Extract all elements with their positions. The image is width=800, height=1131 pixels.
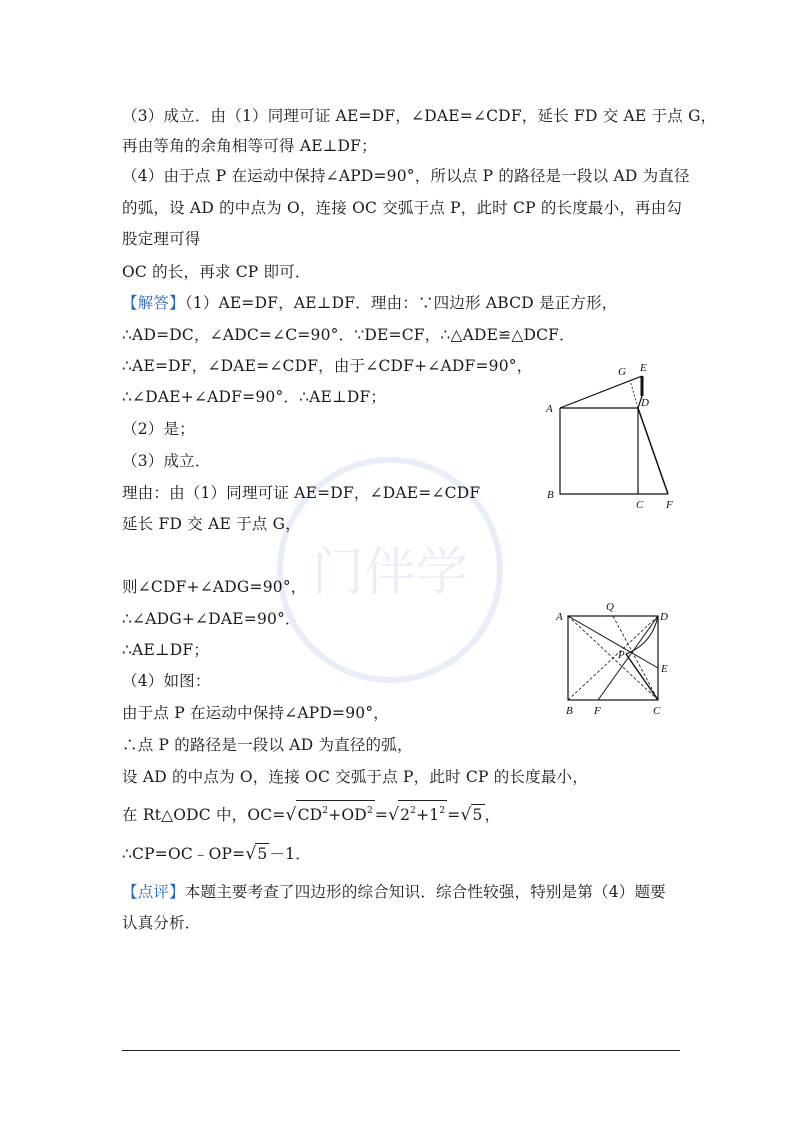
text-line: 则∠CDF+∠ADG=90°， [122, 578, 307, 596]
point-label: E [640, 362, 647, 374]
text-line: 认真分析． [122, 914, 201, 932]
text-line: 股定理可得 [122, 230, 201, 248]
sqrt-symbol: √ [388, 805, 400, 825]
exponent: 2 [366, 806, 373, 816]
square-outline [560, 408, 638, 494]
text-line: 再由等角的余角相等可得 AE⊥DF； [122, 137, 377, 155]
text-line: 由于点 P 在运动中保持∠APD=90°， [122, 704, 389, 722]
text-span: （1）AE=DF，AE⊥DF．理由：∵四边形 ABCD 是正方形， [184, 294, 618, 312]
footer-rule [122, 1050, 680, 1051]
exponent: 2 [322, 806, 329, 816]
formula-oc-line [122, 800, 500, 825]
equals: = [374, 806, 389, 824]
segment-ae [560, 376, 642, 408]
exponent: 2 [439, 806, 446, 816]
point-label: C [653, 705, 661, 717]
text-span: 在 Rt△ODC 中，OC= [122, 806, 286, 824]
sqrt-radicand [296, 800, 375, 825]
sqrt-radicand: 5 [472, 806, 483, 824]
answer-heading-line [122, 293, 617, 313]
segment-df [638, 408, 668, 494]
text-line: ∴AE⊥DF； [122, 641, 210, 659]
formula-cp-line [122, 843, 311, 864]
point-label: D [660, 611, 668, 623]
figure-square-abcd-2 [548, 598, 676, 720]
segment-pc [626, 654, 658, 700]
answer-tag: 【解答】 [122, 294, 185, 312]
sqrt-symbol: √ [245, 844, 257, 864]
text-line: 的弧，设 AD 的中点为 O，连接 OC 交弧于点 P，此时 CP 的长度最小，再由勾 [122, 199, 683, 217]
sqrt-symbol: √ [285, 805, 297, 825]
point-label: G [618, 366, 626, 378]
point-label: D [641, 397, 649, 409]
text-line: 设 AD 的中点为 O，连接 OC 交弧于点 P，此时 CP 的长度最小， [122, 768, 588, 786]
text-line: （2）是； [122, 420, 195, 438]
watermark-text: 门伴学 [311, 543, 469, 603]
watermark-logo [270, 440, 510, 700]
text-span: ∴CP=OC﹣OP= [122, 845, 246, 863]
point-label: A [556, 611, 563, 623]
arc-path [626, 616, 658, 654]
term: 2 [400, 806, 411, 824]
text-span: －1． [269, 845, 311, 863]
exponent: 2 [410, 806, 417, 816]
point-label: B [547, 489, 554, 501]
point-label: F [594, 705, 601, 717]
text-span: ， [484, 806, 501, 824]
text-line: ∴∠DAE+∠ADF=90°．∴AE⊥DF； [122, 388, 387, 406]
text-span: 本题主要考查了四边形的综合知识．综合性较强，特别是第（4）题要 [184, 883, 666, 901]
text-line: ∴∠ADG+∠DAE=90°． [122, 610, 301, 628]
point-label: C [636, 499, 644, 511]
point-label: E [661, 663, 668, 675]
point-label: A [546, 403, 553, 415]
text-line: 延长 FD 交 AE 于点 G， [122, 515, 301, 533]
term: +OD [328, 806, 367, 824]
term: CD [297, 806, 323, 824]
diagonal-bd [568, 616, 658, 700]
sqrt-radicand: 5 [257, 845, 268, 863]
text-line: （4）如图： [122, 672, 211, 690]
sqrt-symbol: √ [460, 805, 472, 825]
comment-tag: 【点评】 [122, 883, 185, 901]
text-line: （3）成立．由（1）同理可证 AE=DF，∠DAE=∠CDF，延长 FD 交 AE 于点 G， [122, 107, 717, 125]
figure-square-abcd-1 [538, 356, 688, 516]
text-line: （3）成立． [122, 452, 211, 470]
text-line: OC 的长，再求 CP 即可． [122, 263, 311, 281]
point-label: F [666, 499, 673, 511]
text-line: 理由：由（1）同理可证 AE=DF，∠DAE=∠CDF [122, 484, 481, 502]
segment-dg [630, 380, 638, 408]
text-line: ∴AD=DC，∠ADC=∠C=90°．∵DE=CF，∴△ADE≌△DCF． [122, 326, 575, 344]
point-label: B [566, 705, 573, 717]
comment-line [122, 882, 666, 902]
term: +1 [416, 806, 440, 824]
text-line: ∴点 P 的路径是一段以 AD 为直径的弧， [122, 736, 413, 754]
text-line: ∴AE=DF，∠DAE=∠CDF，由于∠CDF+∠ADF=90°， [122, 357, 533, 375]
equals: = [447, 806, 461, 824]
sqrt-radicand [398, 800, 447, 825]
point-label: Q [606, 601, 614, 613]
text-line: （4）由于点 P 在运动中保持∠APD=90°，所以点 P 的路径是一段以 AD 为直径 [122, 167, 690, 185]
point-label: P [618, 649, 625, 661]
